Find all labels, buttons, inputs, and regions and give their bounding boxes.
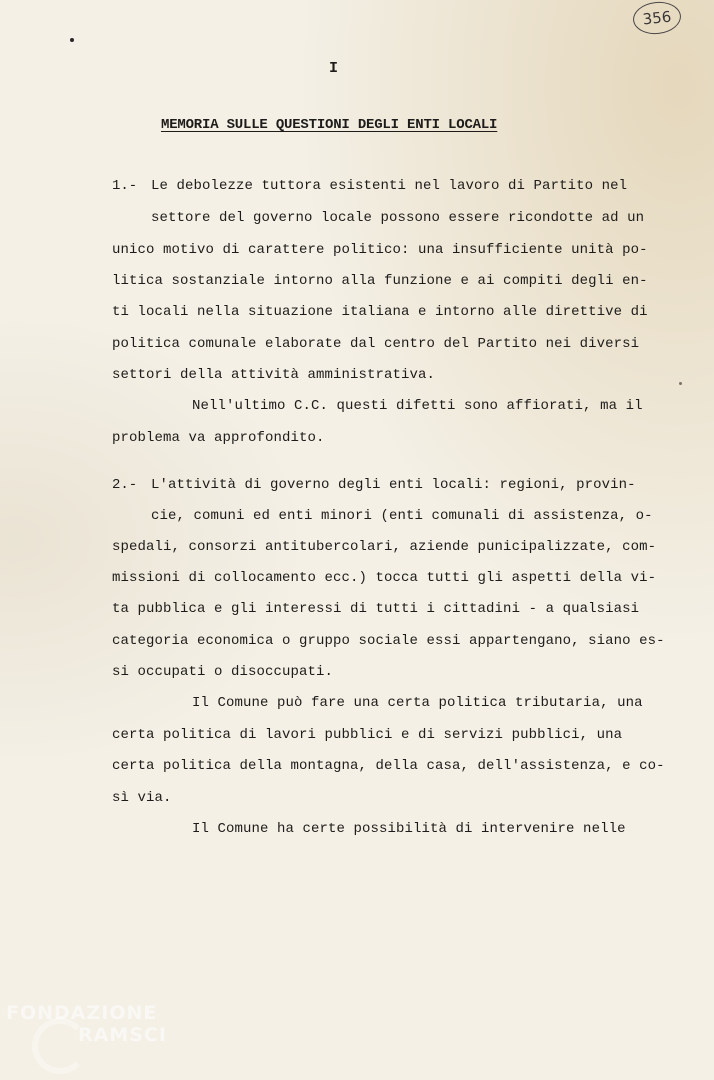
text-line: ta pubblica e gli interessi di tutti i cittadini - a qualsiasi [112, 601, 640, 617]
text-line: missioni di collocamento ecc.) tocca tutti gli aspetti della vi- [112, 570, 657, 586]
ink-dot [70, 38, 74, 42]
text-line: si occupati o disoccupati. [112, 664, 334, 680]
paragraph-number: 2.- [112, 477, 138, 493]
text-line: spedali, consorzi antitubercolari, aziende punicipalizzate, com- [112, 539, 657, 555]
text-line: sì via. [112, 790, 172, 806]
text-line: Le debolezze tuttora esistenti nel lavoro di Partito nel [151, 178, 628, 194]
text-line: unico motivo di carattere politico: una insufficiente unità po- [112, 242, 648, 258]
document-title: MEMORIA SULLE QUESTIONI DEGLI ENTI LOCALI [161, 117, 498, 133]
paragraph-number: 1.- [112, 178, 138, 194]
text-line: problema va approfondito. [112, 430, 325, 446]
watermark-line-1: FONDAZIONE [6, 1002, 158, 1024]
section-numeral: I [329, 60, 339, 77]
text-line: settori della attività amministrativa. [112, 367, 436, 383]
text-line: L'attività di governo degli enti locali: regioni, provin- [151, 477, 636, 493]
archive-watermark [4, 1000, 184, 1070]
ink-dot [679, 382, 682, 385]
text-line: politica comunale elaborate dal centro del Partito nei diversi [112, 336, 640, 352]
text-line: Il Comune ha certe possibilità di intervenire nelle [192, 821, 626, 837]
text-line: cie, comuni ed enti minori (enti comunali di assistenza, o- [151, 508, 653, 524]
watermark-line-2: RAMSCI [78, 1024, 167, 1046]
text-line: Il Comune può fare una certa politica tributaria, una [192, 695, 643, 711]
text-line: certa politica di lavori pubblici e di servizi pubblici, una [112, 727, 623, 743]
text-line: Nell'ultimo C.C. questi difetti sono affiorati, ma il [192, 398, 643, 414]
text-line: settore del governo locale possono essere ricondotte ad un [151, 210, 645, 226]
text-line: ti locali nella situazione italiana e intorno alle direttive di [112, 304, 648, 320]
text-line: certa politica della montagna, della casa, dell'assistenza, e co- [112, 758, 665, 774]
text-line: categoria economica o gruppo sociale essi appartengano, siano es- [112, 633, 665, 649]
archive-page-number: 356 [631, 0, 682, 36]
text-line: litica sostanziale intorno alla funzione e ai compiti degli en- [112, 273, 648, 289]
